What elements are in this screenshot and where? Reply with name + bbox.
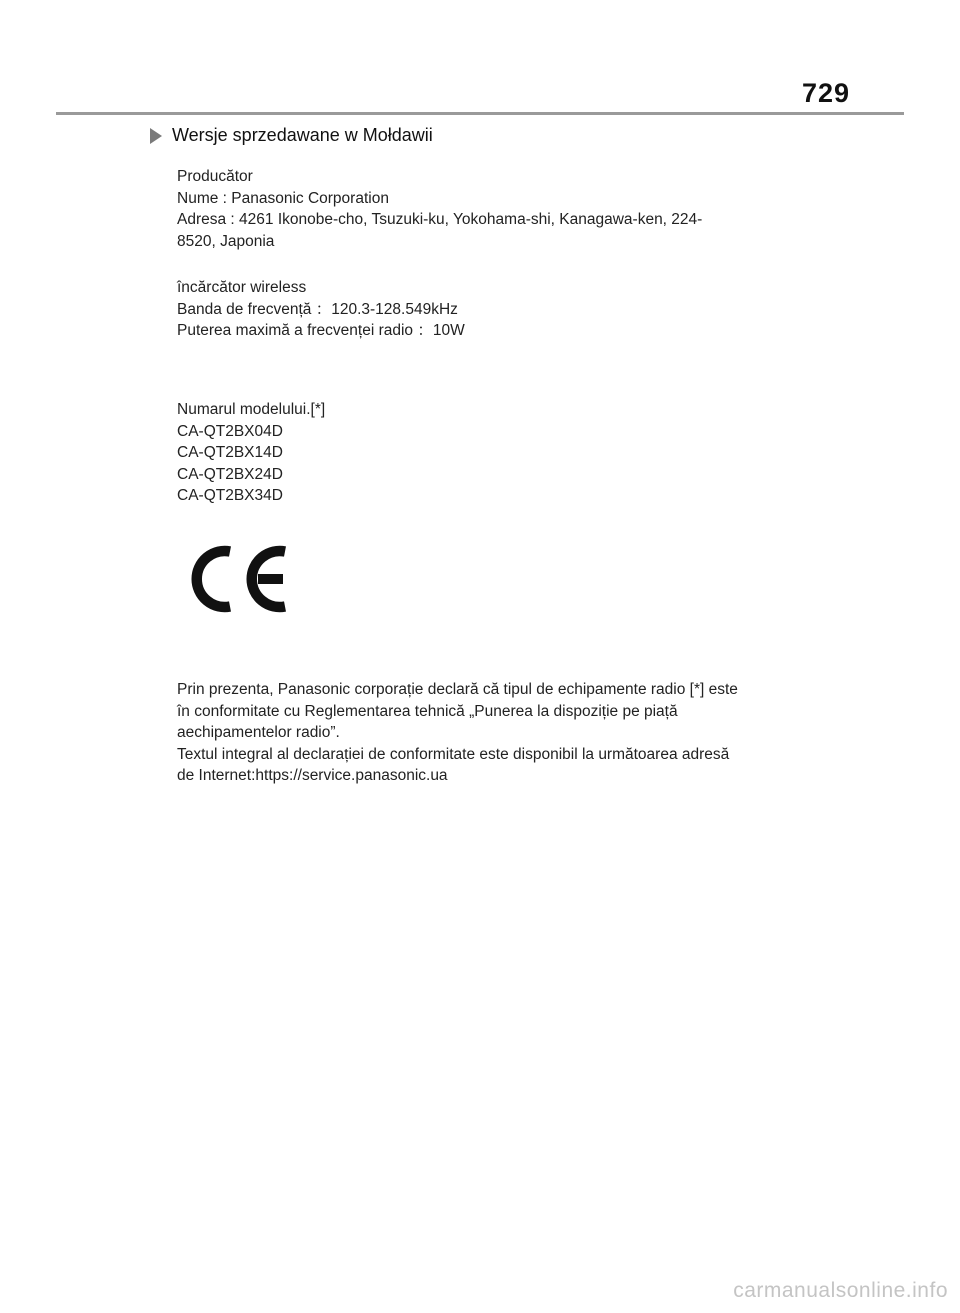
- page-number: 729: [801, 78, 850, 108]
- declaration-line: în conformitate cu Reglementarea tehnică „Punerea la dispoziție pe piață: [177, 702, 678, 720]
- declaration-block: [177, 679, 817, 787]
- models-heading: Numarul modelului.[*]: [177, 401, 326, 418]
- declaration-line: de Internet:https://service.panasonic.ua: [177, 767, 448, 784]
- header-divider: [56, 112, 904, 115]
- model-numbers-block: [177, 399, 577, 507]
- triangle-bullet-icon: [150, 128, 162, 144]
- frequency-band: Banda de frecvență ：120.3-128.549kHz: [177, 300, 458, 318]
- manufacturer-heading: Producător: [177, 168, 253, 185]
- declaration-line: Prin prezenta, Panasonic corporație declară că tipul de echipamente radio [*] este: [177, 681, 738, 698]
- model-number: CA-QT2BX04D: [177, 422, 283, 440]
- max-power: Puterea maximă a frecvenței radio ：10W: [177, 322, 465, 339]
- manufacturer-block: [177, 166, 797, 252]
- declaration-line: aechipamentelor radio”.: [177, 724, 340, 741]
- ce-mark-icon: [180, 541, 290, 617]
- wireless-title: încărcător wireless: [177, 279, 307, 296]
- site-watermark: carmanualsonline.info: [733, 1279, 948, 1302]
- wireless-charger-block: [177, 277, 797, 342]
- manufacturer-name: Nume : Panasonic Corporation: [177, 189, 389, 207]
- section-heading: [150, 125, 433, 146]
- manufacturer-address: Adresa : 4261 Ikonobe-cho, Tsuzuki-ku, Yokohama-shi, Kanagawa-ken, 224-: [177, 211, 703, 228]
- model-number: CA-QT2BX14D: [177, 444, 283, 461]
- section-heading-text: Wersje sprzedawane w Mołdawii: [172, 125, 433, 145]
- manufacturer-address-cont: 8520, Japonia: [177, 232, 275, 250]
- model-number: CA-QT2BX34D: [177, 487, 283, 504]
- declaration-line: Textul integral al declarației de conformitate este disponibil la următoarea adresă: [177, 745, 730, 763]
- model-number: CA-QT2BX24D: [177, 465, 283, 483]
